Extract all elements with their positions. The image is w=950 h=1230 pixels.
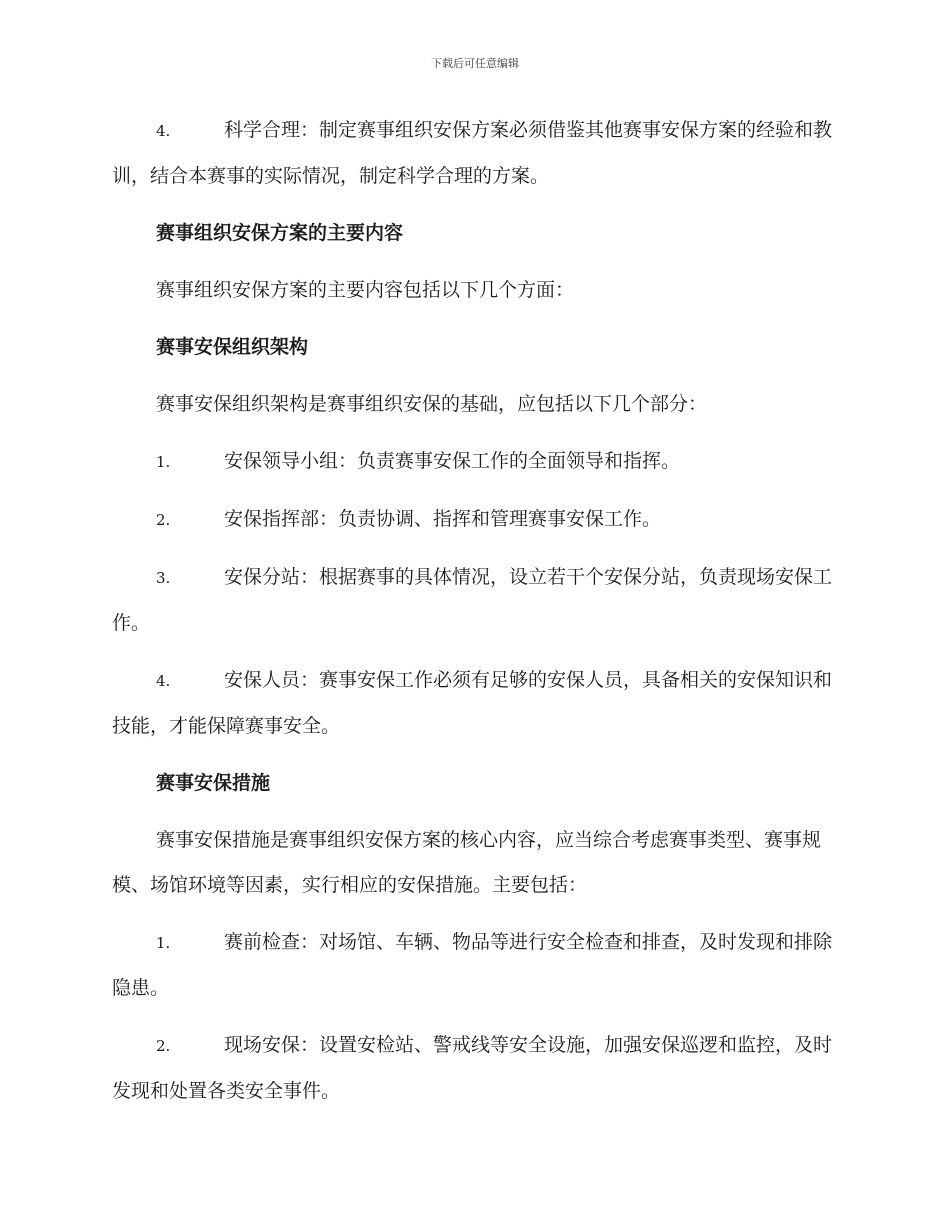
list-item <box>112 497 836 543</box>
list-item <box>112 920 836 1011</box>
list-item <box>112 108 836 199</box>
list-item <box>112 555 836 646</box>
list-item-text: 现场安保：设置安检站、警戒线等安全设施，加强安保巡逻和监控，及时发现和处置各类安全事件。 <box>112 1034 833 1102</box>
list-number: 1. <box>156 453 171 471</box>
paragraph: 赛事安保措施是赛事组织安保方案的核心内容，应当综合考虑赛事类型、赛事规模、场馆环境等因素，实行相应的安保措施。主要包括： <box>112 829 822 896</box>
list-item-text: 科学合理：制定赛事组织安保方案必须借鉴其他赛事安保方案的经验和教训，结合本赛事的实际情况，制定科学合理的方案。 <box>112 119 833 187</box>
list-item-text: 安保分站：根据赛事的具体情况，设立若干个安保分站，负责现场安保工作。 <box>112 566 833 634</box>
list-number: 1. <box>156 934 171 952</box>
list-item-text: 安保指挥部：负责协调、指挥和管理赛事安保工作。 <box>224 508 662 530</box>
list-item-text: 安保人员：赛事安保工作必须有足够的安保人员，具备相关的安保知识和技能，才能保障赛事安全。 <box>112 669 833 737</box>
list-number: 3. <box>156 569 171 587</box>
page-header: 下载后可任意编辑 <box>431 57 519 70</box>
list-item-text: 赛前检查：对场馆、车辆、物品等进行安全检查和排查，及时发现和排除隐患。 <box>112 931 833 999</box>
section-heading: 赛事安保措施 <box>156 772 271 794</box>
paragraph: 赛事安保组织架构是赛事组织安保的基础，应包括以下几个部分： <box>156 393 708 415</box>
list-number: 2. <box>156 511 171 529</box>
list-item <box>112 1023 836 1114</box>
paragraph: 赛事组织安保方案的主要内容包括以下几个方面： <box>156 279 575 301</box>
section-heading: 赛事安保组织架构 <box>156 336 309 358</box>
list-item-text: 安保领导小组：负责赛事安保工作的全面领导和指挥。 <box>224 450 681 472</box>
document-body <box>112 108 836 1126</box>
list-number: 4. <box>156 122 171 140</box>
list-number: 4. <box>156 672 171 690</box>
list-item <box>112 439 836 485</box>
list-number: 2. <box>156 1037 171 1055</box>
list-item <box>112 658 836 749</box>
section-heading: 赛事组织安保方案的主要内容 <box>156 222 404 244</box>
